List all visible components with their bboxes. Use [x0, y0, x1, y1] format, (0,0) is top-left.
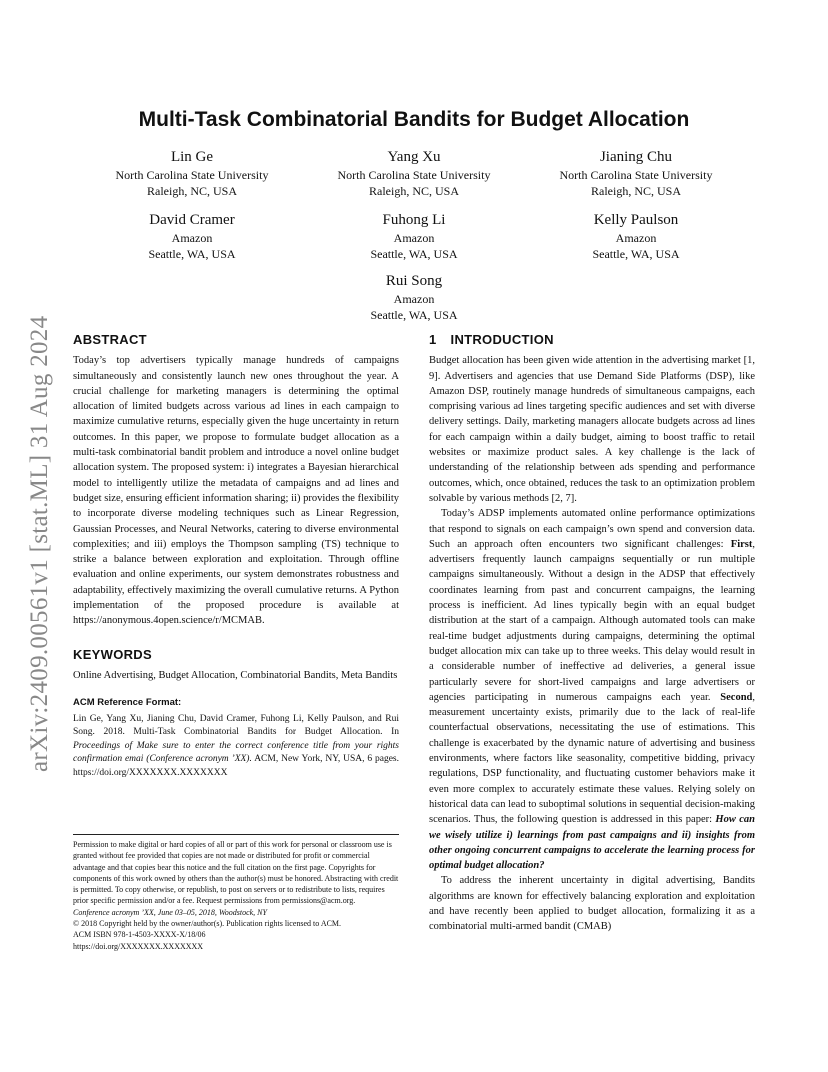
text-span: Today’s ADSP implements automated online performance optimizations that respond to signals on each campaign’s own spend and conversion data. Such an approach often encounters two significant challenges:: [429, 508, 755, 550]
author-location: Raleigh, NC, USA: [147, 184, 237, 198]
author-name: Jianing Chu: [599, 149, 673, 165]
author-block: [526, 148, 746, 199]
author-name: Yang Xu: [387, 149, 441, 165]
conference-line: Conference acronym ’XX, June 03–05, 2018, Woodstock, NY: [73, 907, 267, 917]
author-location: Seattle, WA, USA: [370, 247, 458, 261]
footnote-divider: [73, 834, 399, 835]
author-name: Fuhong Li: [382, 212, 446, 228]
bold-second: Second: [720, 691, 753, 703]
author-affiliation: Amazon: [393, 292, 435, 306]
acm-reference-block: [73, 695, 399, 780]
bold-first: First: [730, 538, 753, 550]
section-number: 1: [429, 332, 437, 347]
author-name: Kelly Paulson: [593, 212, 679, 228]
acm-reference-text: [73, 713, 399, 781]
keywords-text: Online Advertising, Budget Allocation, Combinatorial Bandits, Meta Bandits: [73, 669, 398, 681]
permission-notice: [73, 839, 399, 952]
author-affiliation: Amazon: [171, 231, 213, 245]
acm-reference-heading: ACM Reference Format:: [73, 697, 182, 709]
permission-isbn: ACM ISBN 978-1-4503-XXXX-X/18/06: [73, 930, 206, 940]
author-block: [304, 211, 524, 262]
research-question: How can we wisely utilize i) learnings from past campaigns and ii) insights from other ongoing concurrent campaigns to accelerate the learning process for optimal budget allocation?: [429, 814, 756, 872]
keywords-heading: KEYWORDS: [73, 646, 152, 662]
author-affiliation: North Carolina State University: [337, 168, 491, 182]
section-title: INTRODUCTION: [450, 332, 554, 347]
author-affiliation: Amazon: [393, 231, 435, 245]
author-location: Raleigh, NC, USA: [591, 184, 681, 198]
intro-paragraph-2: [429, 506, 755, 873]
author-affiliation: North Carolina State University: [115, 168, 269, 182]
text-span: , advertisers frequently launch campaigns sequentially or run multiple campaigns simultaneously. Without a design in the ADSP that effectively coordinates learning from past and concurrent campaigns, the learning process is inefficient. Ad lines typically begin with an equal budget distribution at the start of a campaign. Although automated tools can make real-time budget adjustments during campaigns, determining the optimal budget allocation mix can take up to three weeks. This delay would result in a considerable number of ineffective ad deliveries, a general issue particularly severe for short-lived campaigns and large advertisers or agencies participating in numerous campaigns each year.: [429, 538, 755, 703]
author-location: Seattle, WA, USA: [370, 308, 458, 322]
author-block: [82, 211, 302, 262]
permission-copyright: © 2018 Copyright held by the owner/author(s). Publication rights licensed to ACM.: [73, 919, 342, 929]
permission-conference: [73, 907, 399, 918]
author-location: Seattle, WA, USA: [592, 247, 680, 261]
permission-text: Permission to make digital or hard copies of all or part of this work for personal or classroom use is granted without fee provided that copies are not made or distributed for profit or commercial advantage and that copies bear this notice and the full citation on the first page. Copyrights for components of this work owned by others than the author(s) must be honored. Abstracting with credit is permitted. To copy otherwise, or republish, to post on servers or to redistribute to lists, requires prior specific permission and/or a fee. Request permissions from permissions@acm.org.: [73, 840, 399, 906]
author-name: David Cramer: [149, 212, 235, 228]
author-block: [304, 148, 524, 199]
author-block: [304, 272, 524, 323]
text-span: , measurement uncertainty exists, primarily due to the lack of real-life counterfactual observations, necessitating the use of estimations. This challenge is exacerbated by the dynamic nature of advertising and business environments, where factors like seasonality, competitive bidding, privacy regulations, DSP functionality, and fluctuating customer behaviors make it even more complex to accurately estimate these values. Relying solely on historical data can lead to suboptimal solutions in sequential decision-making scenarios. Thus, the following question is addressed in this paper:: [429, 691, 755, 826]
intro-paragraph-1: Budget allocation has been given wide attention in the advertising market [1, 9]. Advertisers and agencies that use Demand Side Platforms (DSP), like Amazon DSP, routinely manage hundreds of simultaneous campaigns, each comprising various ad lines targeting specific audiences and set with diverse delivery settings. Daily, marketing managers allocate budgets across ad lines for each campaign within a daily budget, aiming to boost traffic to retail websites or maximize product sales. A key challenge is the lack of understanding of the relationship between ads spending and performance outcomes, which, once obtained, reduces the task to an optimization problem solvable by various methods [2, 7].: [429, 355, 755, 504]
author-affiliation: North Carolina State University: [559, 168, 713, 182]
abstract-text: Today’s top advertisers typically manage hundreds of campaigns simultaneously and consistently launch new ones throughout the year. A crucial challenge for marketing managers is determining the optimal allocation of limited budgets across various ad lines in each campaign to maximize cumulative returns, especially given the huge uncertainty in return outcomes. In this paper, we propose to formulate budget allocation as a multi-task combinatorial bandit problem and introduce a novel online budget allocation system. The proposed system: i) integrates a Bayesian hierarchical model to intelligently utilize the metadata of campaigns and ad lines and budget size, ensuring efficient information sharing; ii) provides the flexibility to incorporate diverse modeling techniques such as Linear Regression, Gaussian Processes, and Neural Networks, catering to diverse environmental complexities; and iii) employs the Thompson sampling (TS) technique to strike a balance between exploration and exploitation. Through offline evaluation and online experiments, our system demonstrates robustness and adaptability, effectively maximizing the overall cumulative returns. A Python implementation of the proposed procedure is available at https://anonymous.4open.science/r/MCMAB.: [73, 355, 399, 627]
author-location: Seattle, WA, USA: [148, 247, 236, 261]
paper-title: Multi-Task Combinatorial Bandits for Budget Allocation: [138, 108, 690, 131]
acm-reference-proceedings: Proceedings of Make sure to enter the correct conference title from your rights confirmation emai (Conference acronym ’XX).: [73, 740, 399, 765]
acm-reference-authors: Lin Ge, Yang Xu, Jianing Chu, David Cramer, Fuhong Li, Kelly Paulson, and Rui Song. 2018. Multi-Task Combinatorial Bandits for Budget Allocation. In: [73, 713, 399, 738]
introduction-heading: [429, 332, 755, 347]
author-block: [82, 148, 302, 199]
author-affiliation: Amazon: [615, 231, 657, 245]
author-name: Lin Ge: [170, 149, 214, 165]
arxiv-identifier: arXiv:2409.00561v1 [stat.ML] 31 Aug 2024: [26, 315, 53, 772]
author-block: [526, 211, 746, 262]
acm-reference-tail: ACM, New York, NY, USA, 6 pages. https://doi.org/XXXXXXX.XXXXXXX: [73, 754, 399, 778]
author-location: Raleigh, NC, USA: [369, 184, 459, 198]
right-column: [429, 332, 755, 935]
author-name: Rui Song: [385, 273, 443, 289]
left-column: [73, 332, 399, 781]
abstract-heading: ABSTRACT: [73, 332, 147, 347]
intro-paragraph-3: To address the inherent uncertainty in digital advertising, Bandits algorithms are known for effectively balancing exploration and exploitation and have recently been applied to budget allocation, formalizing it as a combinatorial multi-armed bandit (CMAB): [429, 875, 755, 933]
permission-doi: https://doi.org/XXXXXXX.XXXXXXX: [73, 941, 204, 951]
